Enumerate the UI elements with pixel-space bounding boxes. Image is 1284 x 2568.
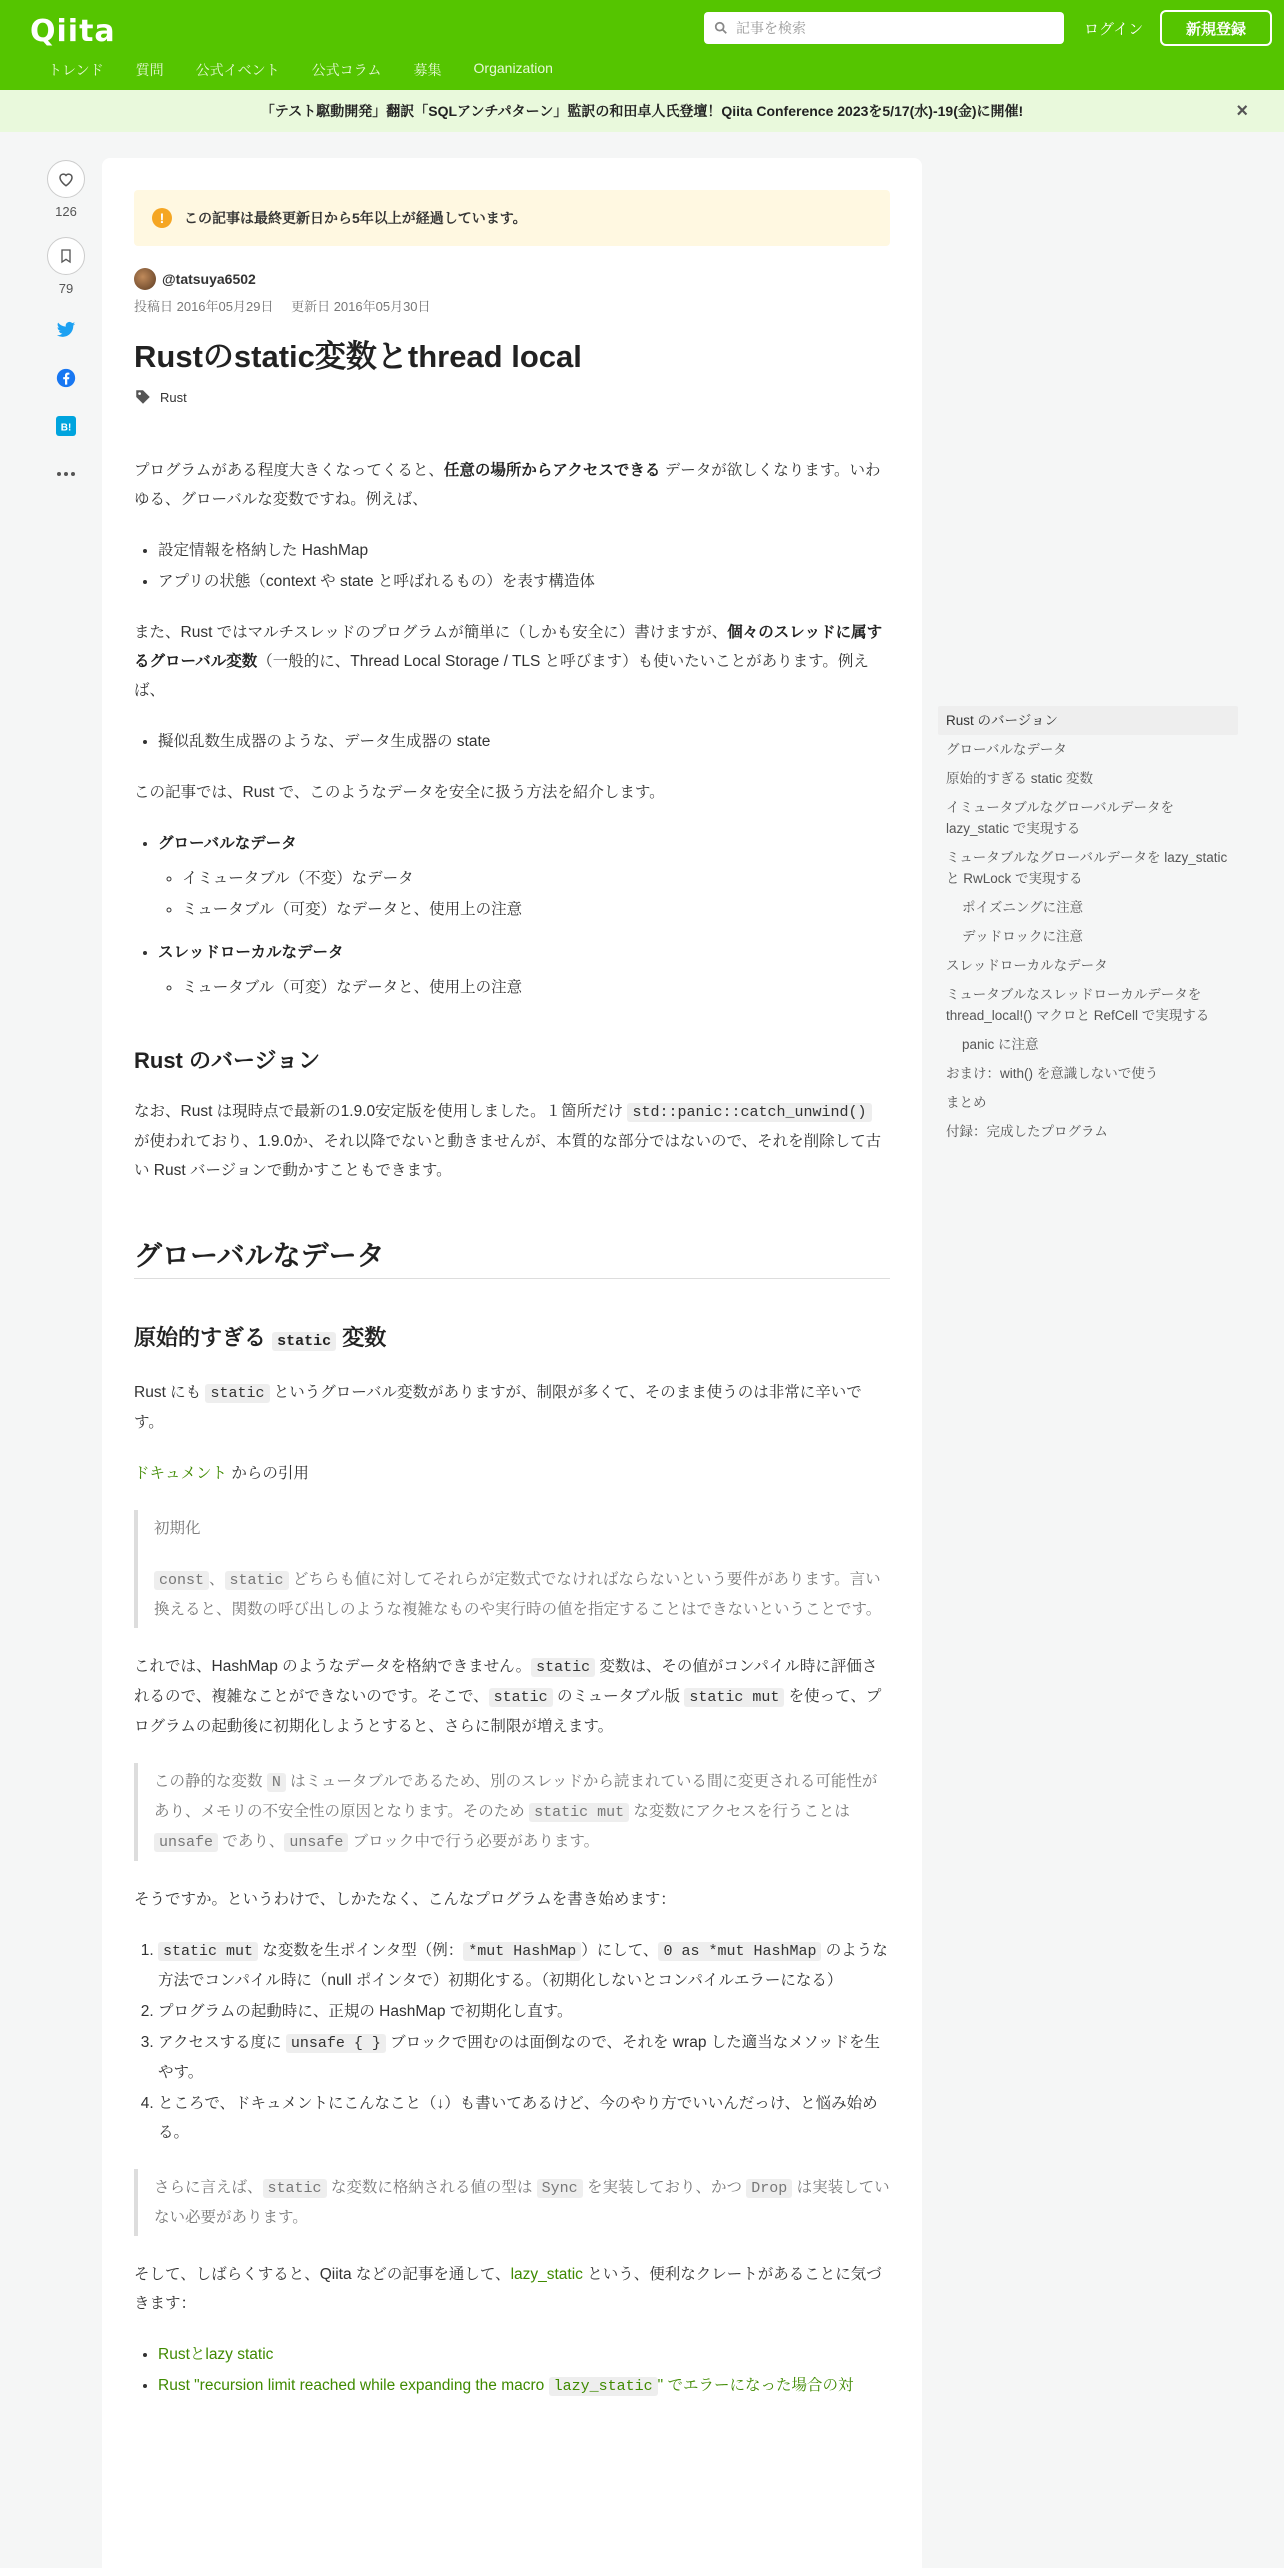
list-item: 3. アクセスする度に unsafe { } ブロックで囲むのは面倒なので、それを wrap した適当なメソッドを生やす。 — [158, 2028, 890, 2087]
toc-item[interactable]: panic に注意 — [962, 1037, 1039, 1052]
article-title: Rustのstatic変数とthread local — [134, 339, 582, 374]
tag-icon — [134, 388, 152, 406]
toc-item[interactable]: グローバルなデータ — [946, 742, 1067, 757]
list-item: 2. プログラムの起動時に、正規の HashMap で初期化し直す。 — [158, 1997, 890, 2026]
reference-link[interactable]: Rustとlazy static — [158, 2346, 274, 2363]
global-nav — [48, 60, 585, 80]
updated-date: 更新日 2016年05月30日 — [291, 299, 431, 314]
outline-list — [158, 829, 890, 1002]
article-body — [134, 456, 890, 2401]
list-item: ◦ イミュータブル（不変）なデータ — [182, 864, 890, 893]
toc-item[interactable]: ミュータブルなスレッドローカルデータを thread_local!() マクロと RefCell で実現する — [946, 987, 1210, 1023]
tag-rust[interactable] — [134, 388, 890, 406]
documentation-link[interactable]: ドキュメント — [134, 1465, 228, 1482]
example-list — [158, 727, 890, 756]
warning-text: この記事は最終更新日から5年以上が経過しています。 — [184, 210, 527, 226]
nav-official-events[interactable]: 公式イベント — [195, 62, 280, 78]
stock-button[interactable] — [47, 237, 85, 275]
list-item: • 擬似乱数生成器のような、データ生成器の state — [158, 727, 890, 756]
facebook-icon — [56, 368, 76, 388]
quote-initialization: 初期化 const 、 static どちらも値に対してそれらが定数式でなければならないという要件があります。言い換えると、関数の呼び出しのような複雑なものや実行時の値を指定することはできないということです。 — [134, 1510, 890, 1628]
paragraph: なお、Rust は現時点で最新の1.9.0安定版を使用しました。１箇所だけ std::panic::catch_unwind() が使われており、1.9.0か、それ以降でないと動きませんが、本質的な部分ではないので、それを削除して古い Rust バージョンで動かすこともできます。 — [134, 1103, 882, 1179]
search-input[interactable] — [736, 20, 1036, 36]
paragraph: Rust にも static というグローバル変数がありますが、制限が多くて、そのまま使うのは非常に辛いです。 — [134, 1384, 862, 1431]
alert-icon: ! — [152, 208, 172, 228]
article-actions — [40, 160, 92, 486]
paragraph: プログラムがある程度大きくなってくると、任意の場所からアクセスできる データが欲しくなります。いわゆる、グローバルな変数ですね。例えば、 — [134, 462, 881, 508]
close-icon[interactable]: × — [1236, 100, 1248, 122]
author[interactable] — [134, 268, 890, 290]
list-item: ◦ ミュータブル（可変）なデータと、使用上の注意 — [182, 895, 890, 924]
paragraph: また、Rust ではマルチスレッドのプログラムが簡単に（しかも安全に）書けますが、個々のスレッドに属するグローバル変数（一般的に、Thread Local Storage / TLS と呼びます）も使いたいことがあります。例えば、 — [134, 624, 883, 699]
paragraph: これでは、HashMap のようなデータを格納できません。 static 変数は、その値がコンパイル時に評価されるので、複雑なことができないのです。そこで、 static のミュータブル版 static mut を使って、プログラムの起動後に初期化しようとすると、さらに制限が増えます。 — [134, 1658, 882, 1735]
more-icon — [56, 471, 76, 477]
toc-item[interactable]: スレッドローカルなデータ — [946, 958, 1108, 973]
like-button[interactable] — [47, 160, 85, 198]
heading-primitive-static: 原始的すぎる static 変数 — [134, 1325, 387, 1350]
paragraph: この記事では、Rust で、このようなデータを安全に扱う方法を紹介します。 — [134, 784, 665, 801]
facebook-share[interactable] — [54, 366, 78, 390]
table-of-contents — [938, 706, 1238, 1146]
author-name[interactable]: @tatsuya6502 — [162, 271, 256, 287]
hatena-icon — [56, 416, 76, 436]
announcement-banner[interactable] — [0, 90, 1284, 132]
nav-official-columns[interactable]: 公式コラム — [311, 62, 382, 78]
list-item: • アプリの状態（context や state と呼ばれるもの）を表す構造体 — [158, 567, 890, 596]
list-item: • スレッドローカルなデータ ◦ ミュータブル（可変）なデータと、使用上の注意 — [158, 938, 890, 1002]
toc-item[interactable]: イミュータブルなグローバルデータを lazy_static で実現する — [946, 800, 1175, 836]
quote-sync: さらに言えば、 static な変数に格納される値の型は Sync を実装しており、かつ Drop は実装していない必要があります。 — [134, 2169, 890, 2236]
outdated-warning — [134, 190, 890, 246]
paragraph: そうですか。というわけで、しかたなく、こんなプログラムを書き始めます： — [134, 1891, 676, 1908]
global-header — [0, 0, 1284, 90]
heart-icon — [57, 170, 75, 188]
heading-rust-version: Rust のバージョン — [134, 1048, 321, 1073]
announcement-text[interactable]: 「テスト駆動開発」翻訳「SQLアンチパターン」監訳の和田卓人氏登壇！Qiita Conference 2023を5/17(水)-19(金)に開催! — [260, 103, 1024, 119]
article-dates — [134, 296, 890, 315]
like-count: 126 — [55, 204, 77, 219]
svg-text:B!: B! — [60, 422, 72, 434]
toc-item[interactable]: 原始的すぎる static 変数 — [946, 771, 1094, 786]
toc-item[interactable]: 付録：完成したプログラム — [946, 1124, 1108, 1139]
stock-icon — [58, 248, 74, 264]
login-link[interactable]: ログイン — [1084, 21, 1144, 38]
heading-global-data: グローバルなデータ — [134, 1241, 890, 1279]
toc-item[interactable]: おまけ：with() を意識しないで使う — [946, 1066, 1159, 1081]
tag-label[interactable]: Rust — [160, 389, 187, 405]
list-item: 1. static mut な変数を生ポインタ型（例： *mut HashMap ）にして、 0 as *mut HashMap のような方法でコンパイル時に（null ポインタで）初期化する。（初期化しないとコンパイルエラーになる） — [158, 1936, 890, 1995]
avatar[interactable] — [134, 268, 156, 290]
nav-organization[interactable]: Organization — [473, 60, 553, 76]
toc-item[interactable]: デッドロックに注意 — [962, 929, 1083, 944]
reference-link[interactable]: Rust "recursion limit reached while expanding the macro lazy_static " でエラーになった場合の対 — [158, 2377, 854, 2395]
reference-links — [158, 2340, 890, 2401]
twitter-share[interactable] — [54, 318, 78, 342]
toc-item[interactable]: Rust のバージョン — [938, 706, 1238, 735]
twitter-icon — [56, 321, 76, 339]
stock-count: 79 — [58, 281, 74, 296]
steps-list — [158, 1936, 890, 2147]
posted-date: 投稿日 2016年05月29日 — [134, 299, 274, 314]
list-item: • 設定情報を格納した HashMap — [158, 536, 890, 565]
paragraph: そして、しばらくすると、Qiita などの記事を通して、lazy_static という、便利なクレートがあることに気づきます： — [134, 2266, 882, 2312]
list-item: ◦ ミュータブル（可変）なデータと、使用上の注意 — [182, 973, 890, 1002]
example-list — [158, 536, 890, 596]
nav-trend[interactable]: トレンド — [48, 62, 104, 78]
hatena-share[interactable] — [54, 414, 78, 438]
search-icon — [714, 21, 728, 35]
list-item: 4. ところで、ドキュメントにこんなこと（↓）も書いてあるけど、今のやり方でいいんだっけ、と悩み始める。 — [158, 2089, 890, 2147]
qiita-logo[interactable]: Qiita — [30, 14, 116, 49]
more-button[interactable] — [54, 462, 78, 486]
signup-button[interactable]: 新規登録 — [1160, 10, 1272, 46]
toc-item[interactable]: ポイズニングに注意 — [962, 900, 1084, 915]
nav-questions[interactable]: 質問 — [135, 62, 164, 78]
toc-item[interactable]: まとめ — [946, 1095, 987, 1110]
toc-item[interactable]: ミュータブルなグローバルデータを lazy_static と RwLock で実現する — [946, 850, 1228, 886]
lazy-static-link[interactable]: lazy_static — [510, 2266, 583, 2283]
list-item — [158, 2371, 890, 2401]
list-item: • グローバルなデータ ◦ イミュータブル（不変）なデータ ◦ ミュータブル（可変）なデータと、使用上の注意 — [158, 829, 890, 924]
list-item — [158, 2340, 890, 2369]
paragraph: ドキュメント からの引用 — [134, 1465, 309, 1482]
nav-recruit[interactable]: 募集 — [413, 62, 442, 78]
article — [102, 158, 922, 2568]
quote-static-mut: この静的な変数 N はミュータブルであるため、別のスレッドから読まれている間に変更される可能性があり、メモリの不安全性の原因となります。そのため static mut な変数にアクセスを行うことは unsafe であり、 unsafe ブロック中で行う必要があります。 — [134, 1763, 890, 1861]
search-box[interactable] — [704, 12, 1064, 44]
